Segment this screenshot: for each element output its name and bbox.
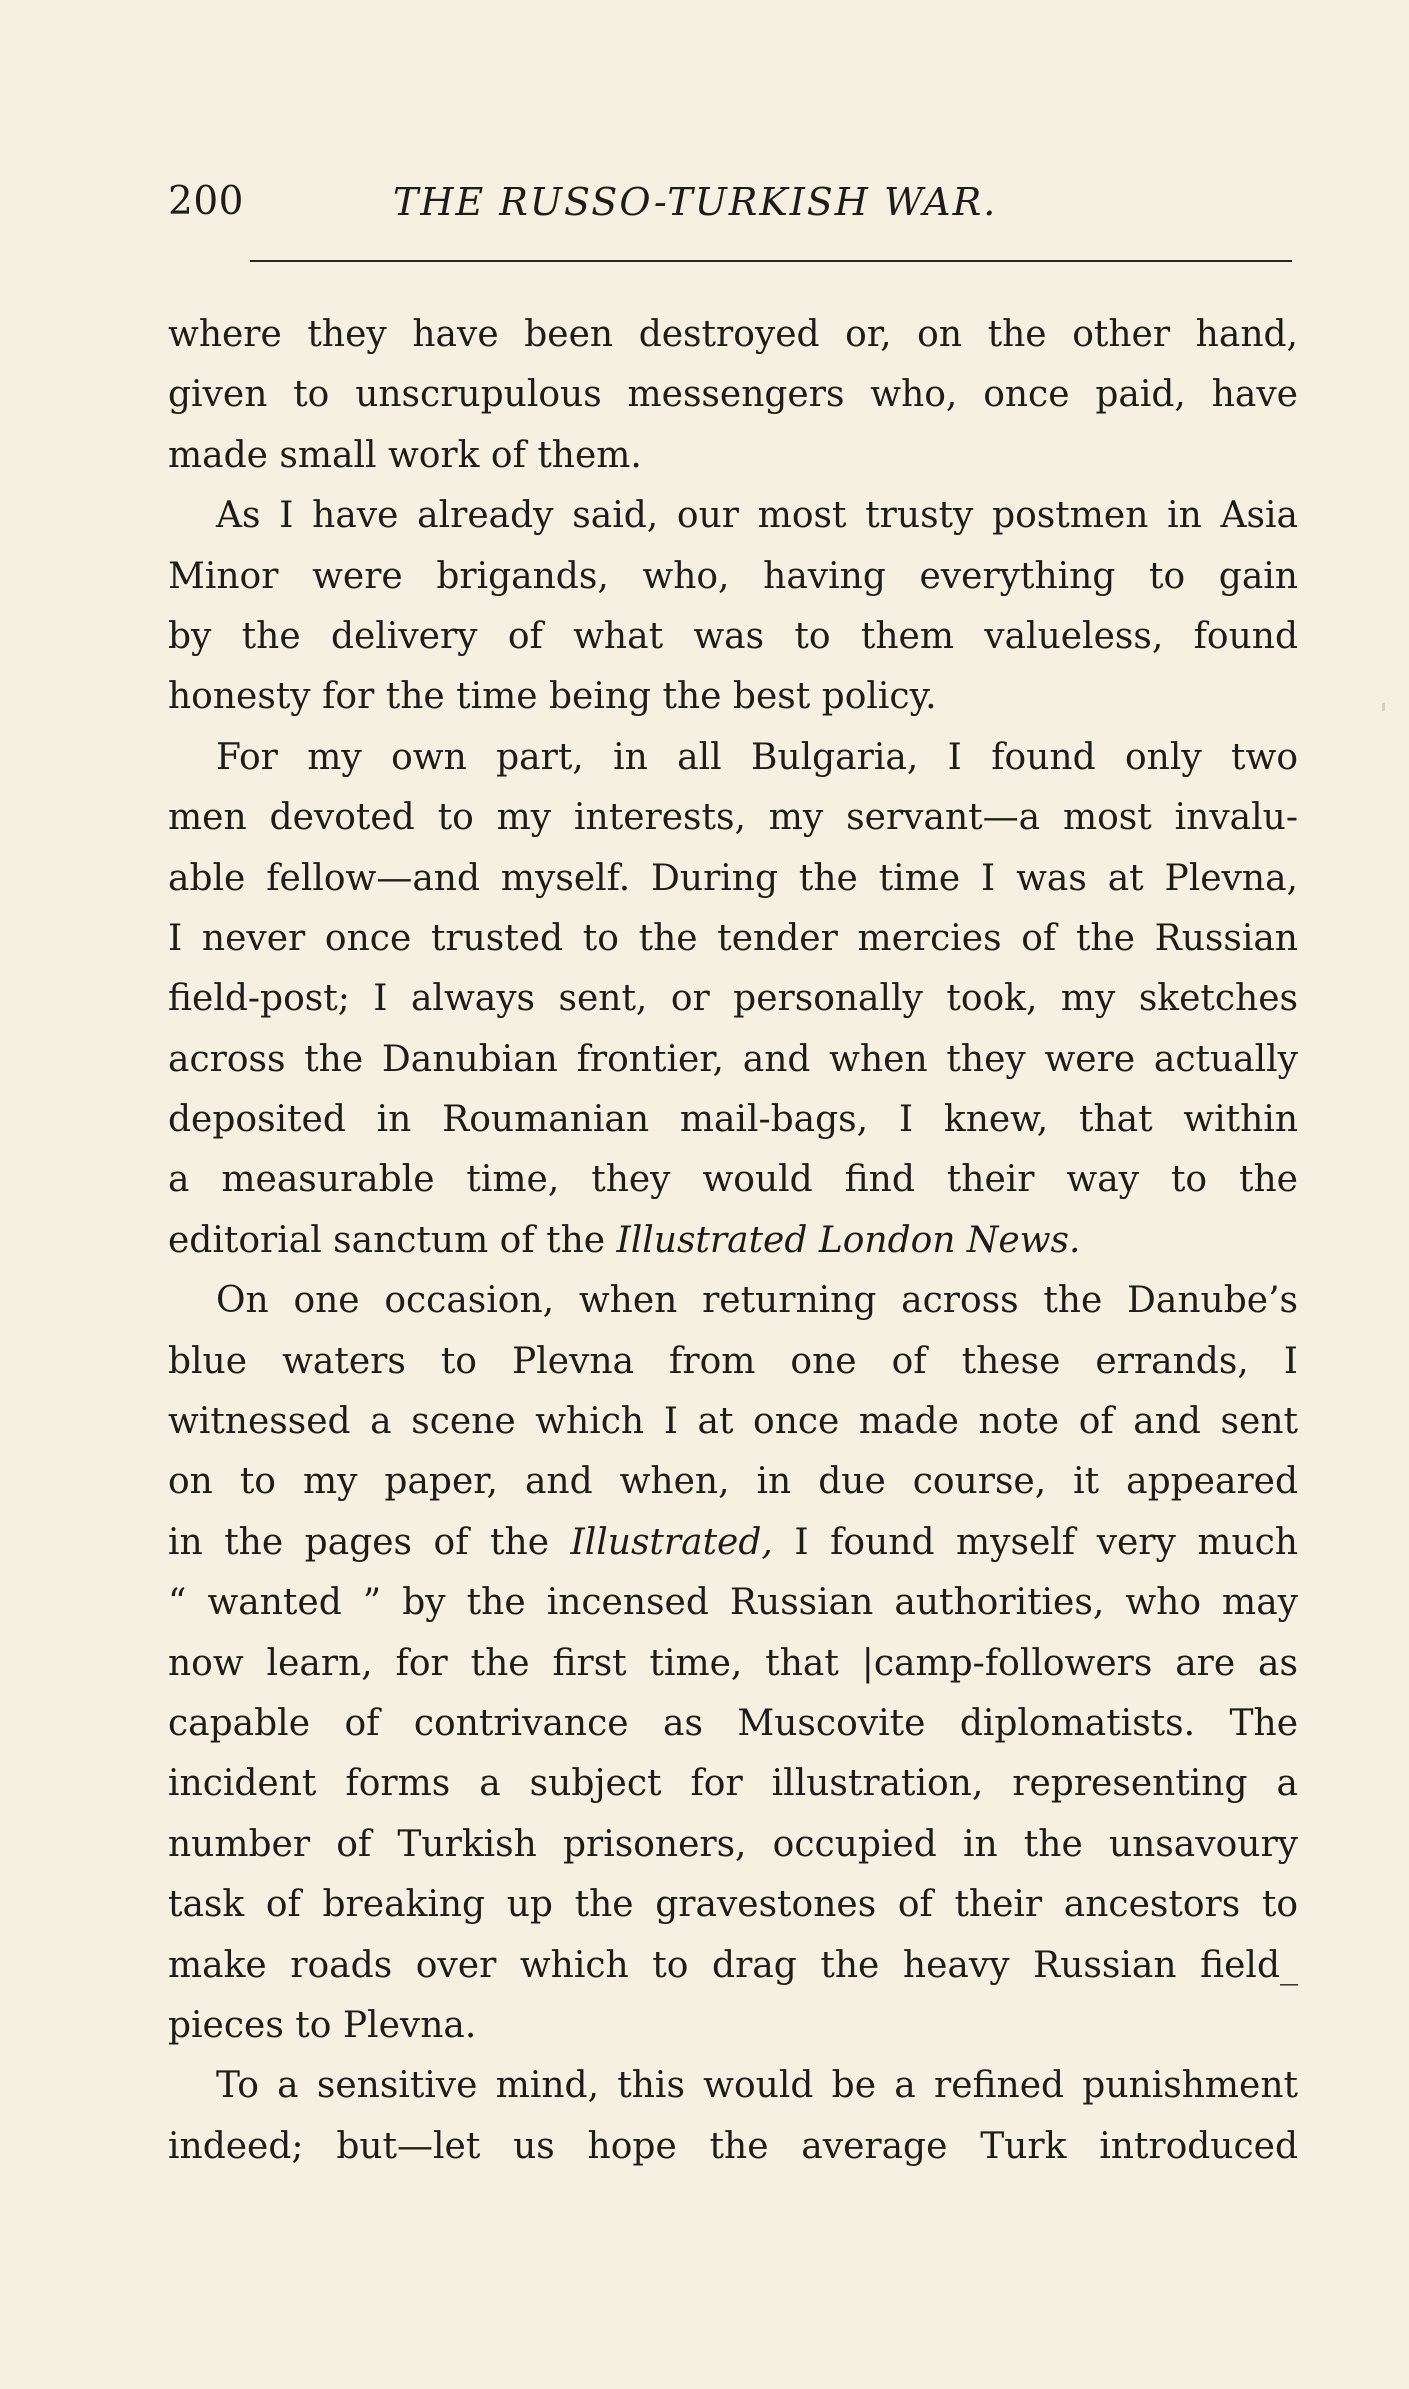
text-line-content: capable of contrivance as Muscovite diplomatists. The: [168, 1702, 1298, 1744]
italic-title: Illustrated,: [570, 1521, 773, 1563]
text-line: [168, 1332, 1298, 1392]
text-line: [168, 667, 1298, 727]
text-line: [168, 1513, 1298, 1573]
italic-title: Illustrated London News.: [616, 1219, 1081, 1261]
text-line: [168, 1634, 1298, 1694]
text-line-content: make roads over which to drag the heavy Russian field_: [168, 1944, 1298, 1986]
text-line-content: in the pages of the: [168, 1521, 571, 1563]
header-rule: [250, 260, 1292, 262]
text-line: [168, 1815, 1298, 1875]
text-line: [168, 1090, 1298, 1150]
text-line-content: now learn, for the first time, that |camp-followers are as: [168, 1642, 1298, 1684]
text-line: [168, 547, 1298, 607]
text-line: [168, 365, 1298, 425]
text-line-content: able fellow—and myself. During the time I was at Plevna,: [168, 857, 1298, 899]
text-line-content: I never once trusted to the tender mercies of the Russian: [168, 917, 1298, 959]
text-line-content: by the delivery of what was to them valueless, found: [168, 615, 1298, 657]
text-line-content: number of Turkish prisoners, occupied in the unsavoury: [168, 1823, 1298, 1865]
text-line: [168, 1996, 1298, 2056]
text-line: [168, 1754, 1298, 1814]
body-text: [168, 305, 1298, 2177]
text-line-continuation: I found myself very much: [772, 1521, 1298, 1563]
text-line-content: For my own part, in all Bulgaria, I found only two: [216, 736, 1298, 778]
text-line: [168, 1573, 1298, 1633]
text-line: [168, 1694, 1298, 1754]
text-line-content: blue waters to Plevna from one of these errands, I: [168, 1340, 1298, 1382]
text-line: [168, 426, 1298, 486]
text-line: [168, 1936, 1298, 1996]
text-line: [168, 909, 1298, 969]
text-line: [168, 305, 1298, 365]
text-line: [168, 1030, 1298, 1090]
text-line-content: across the Danubian frontier, and when they were actually: [168, 1038, 1298, 1080]
text-line-content: editorial sanctum of the: [168, 1219, 617, 1261]
text-line-content: pieces to Plevna.: [168, 2004, 477, 2046]
text-line: [168, 2117, 1298, 2177]
text-line: [168, 1392, 1298, 1452]
text-line-content: on to my paper, and when, in due course, it appeared: [168, 1461, 1298, 1503]
text-line: [168, 2056, 1298, 2116]
text-line-content: made small work of them.: [168, 434, 642, 476]
running-title: THE RUSSO-TURKISH WAR.: [393, 180, 998, 224]
paper-speck: [1382, 703, 1385, 711]
text-line-content: men devoted to my interests, my servant—a most invalu-: [168, 797, 1298, 839]
text-line-content: witnessed a scene which I at once made note of and sent: [168, 1401, 1298, 1443]
text-line-content: indeed; but—let us hope the average Turk introduced: [168, 2125, 1298, 2167]
text-line-content: honesty for the time being the best policy.: [168, 676, 937, 718]
page-number: 200: [168, 179, 244, 224]
text-line-content: task of breaking up the gravestones of their ancestors to: [168, 1884, 1298, 1926]
text-line: [168, 607, 1298, 667]
text-line-content: given to unscrupulous messengers who, once paid, have: [168, 374, 1298, 416]
text-line-content: To a sensitive mind, this would be a refined punishment: [216, 2065, 1298, 2107]
text-line-content: incident forms a subject for illustration, representing a: [168, 1763, 1298, 1805]
text-line: [168, 486, 1298, 546]
text-line: [168, 1271, 1298, 1331]
text-line-content: On one occasion, when returning across the Danube’s: [216, 1280, 1298, 1322]
text-line-content: Minor were brigands, who, having everything to gain: [168, 555, 1298, 597]
text-line: [168, 1452, 1298, 1512]
text-line: [168, 969, 1298, 1029]
text-line-content: “ wanted ” by the incensed Russian authorities, who may: [168, 1582, 1298, 1624]
text-line: [168, 1211, 1298, 1271]
text-line: [168, 1150, 1298, 1210]
text-line-content: As I have already said, our most trusty postmen in Asia: [216, 495, 1298, 537]
text-line: [168, 1875, 1298, 1935]
text-line-content: a measurable time, they would find their way to the: [168, 1159, 1298, 1201]
text-line-content: field-post; I always sent, or personally took, my sketches: [168, 978, 1298, 1020]
page-header: [168, 172, 1298, 232]
text-line: [168, 849, 1298, 909]
text-line-content: deposited in Roumanian mail-bags, I knew, that within: [168, 1099, 1298, 1141]
text-line: [168, 728, 1298, 788]
text-line-content: where they have been destroyed or, on the other hand,: [168, 314, 1298, 355]
text-line: [168, 788, 1298, 848]
